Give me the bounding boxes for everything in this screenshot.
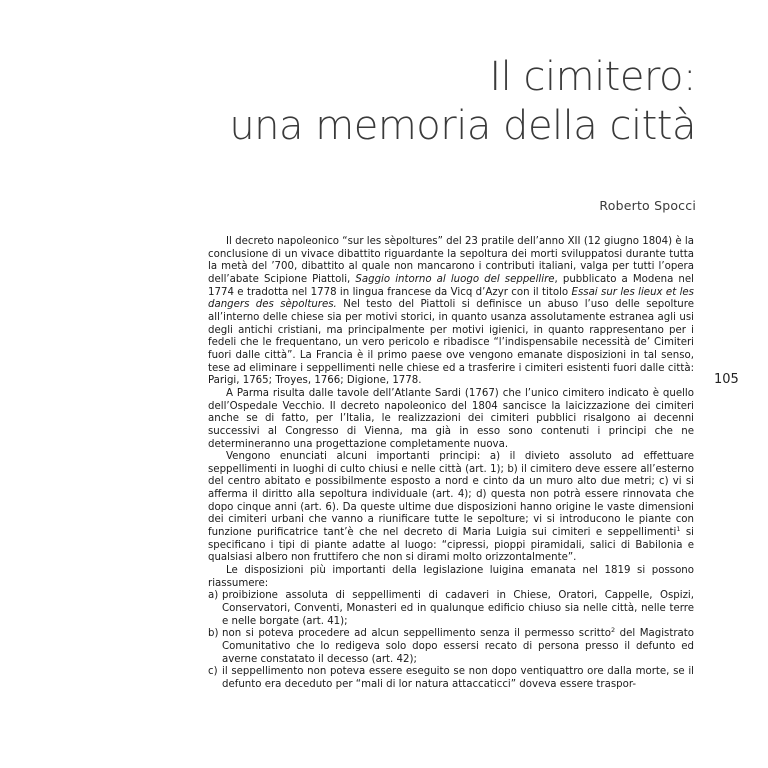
provisions-list	[208, 590, 694, 691]
article-body	[208, 236, 694, 692]
paragraph-1	[208, 236, 694, 388]
footnote-ref-1: 1	[676, 525, 681, 534]
paragraph-4: Le disposizioni più importanti della legislazione luigina emanata nel 1819 si possono riassumere:	[208, 565, 694, 589]
p3-text-a: Vengono enunciati alcuni importanti principi: a) il divieto assoluto ad effettuare seppellimenti in luoghi di culto chiusi e nelle città (art. 1); b) il cimitero deve essere all’esterno del centro abitato e possibilmente esposto a nord e cinto da un muro alto due metri; c) vi si afferma il diritto alla sepoltura individuale (art. 4); d) questa non potrà essere rinnovata che dopo cinque anni (art. 6). Da queste ultime due disposizioni hanno origine le vaste dimensioni dei cimiteri urbani che vanno a riunificare tutte le sepolture; vi si introducono le piante con funzione purificatrice tant’è che nel decreto di Maria Luigia sui cimiteri e seppellimenti	[208, 451, 694, 539]
paragraph-2: A Parma risulta dalle tavole dell’Atlante Sardi (1767) che l’unico cimitero indicato è quello dell’Ospedale Vecchio. Il decreto napoleonico del 1804 sancisce la laicizzazione dei cimiteri anche se di fatto, per l’Italia, le realizzazioni dei cimiteri pubblici risalgono ai decenni successivi al Congresso di Vienna, ma già in esso sono contenuti i principi che ne determineranno una progettazione completamente nuova.	[208, 387, 694, 450]
list-item-text: proibizione assoluta di seppellimenti di cadaveri in Chiese, Oratori, Cappelle, Ospizi, Conservatori, Conventi, Monasteri ed in qualunque edificio chiuso sia nelle città, nelle terre e nelle borgate (art. 41);	[222, 590, 694, 627]
list-item	[208, 666, 694, 691]
list-item-text: non si poteva procedere ad alcun seppellimento senza il permesso scritto	[222, 628, 611, 640]
p1-text-e: Nel testo del Piattoli si definisce un abuso l’uso delle sepolture all’interno delle chiese sia per motivi storici, in quanto usanza assolutamente estranea agli usi degli antichi cristiani, ma principalmente per motivi igienici, in quanto rappresentano per i fedeli che le frequentano, un vero pericolo e ribadisce “l’indispensabile necessità de’ Cimiteri fuori dalle città”. La Francia è il primo paese ove vengono emanate disposizioni in tal senso, tese ad eliminare i seppellimenti nelle chiese ed a trasferire i cimiteri esistenti fuori dalle città: Parigi, 1765; Troyes, 1766; Digione, 1778.	[208, 299, 694, 387]
page-number: 105	[714, 372, 739, 387]
footnote-ref-2: 2	[610, 626, 616, 635]
list-marker: b)	[208, 628, 219, 640]
list-marker: a)	[208, 590, 219, 602]
list-item-text: del Magistrato Comunitativo che lo redigeva solo dopo essersi recato di persona presso il defunto ed averne constatato il decesso (art. 42);	[222, 628, 694, 665]
p1-text-a: Il decreto napoleonico “sur les sèpoltures” del 23 pratile dell’anno XII (12 giugno 1804) è la conclusione di un vivace dibattito riguardante la sepoltura dei morti sviluppatosi durante tutta la metà del ’700, dibattito al quale non mancarono i contributi italiani, valga per tutti l’opera dell’abate Scipione Piattoli,	[208, 236, 694, 285]
title-line-1: Il cimitero:	[489, 54, 696, 100]
list-item-text: il seppellimento non poteva essere eseguito se non dopo ventiquattro ore dalla morte, se il defunto era deceduto per “mali di lor natura attaccaticci” doveva essere traspor-	[222, 666, 694, 690]
p1-italic-title: Saggio intorno al luogo del seppellire	[355, 273, 555, 285]
p3-text-b: si specificano i tipi di piante adatte al luogo: “cipressi, pioppi piramidali, salici di Babilonia e qualsiasi albero non fruttifero che non si dirami molto orizzontalmente”.	[208, 527, 694, 564]
list-marker: c)	[208, 666, 218, 678]
title-line-2: una memoria della città	[229, 103, 696, 149]
p1-italic-title-fr: Essai sur les lieux et les dangers des sèpoltures.	[208, 286, 694, 311]
p1-text-c: , pubblicato a Modena nel 1774 e tradotta nel 1778 in lingua francese da Vicq d’Azyr con il titolo	[208, 273, 694, 298]
list-item	[208, 628, 694, 666]
list-item	[208, 590, 694, 628]
paragraph-3	[208, 451, 694, 565]
author-name: Roberto Spocci	[599, 198, 696, 213]
